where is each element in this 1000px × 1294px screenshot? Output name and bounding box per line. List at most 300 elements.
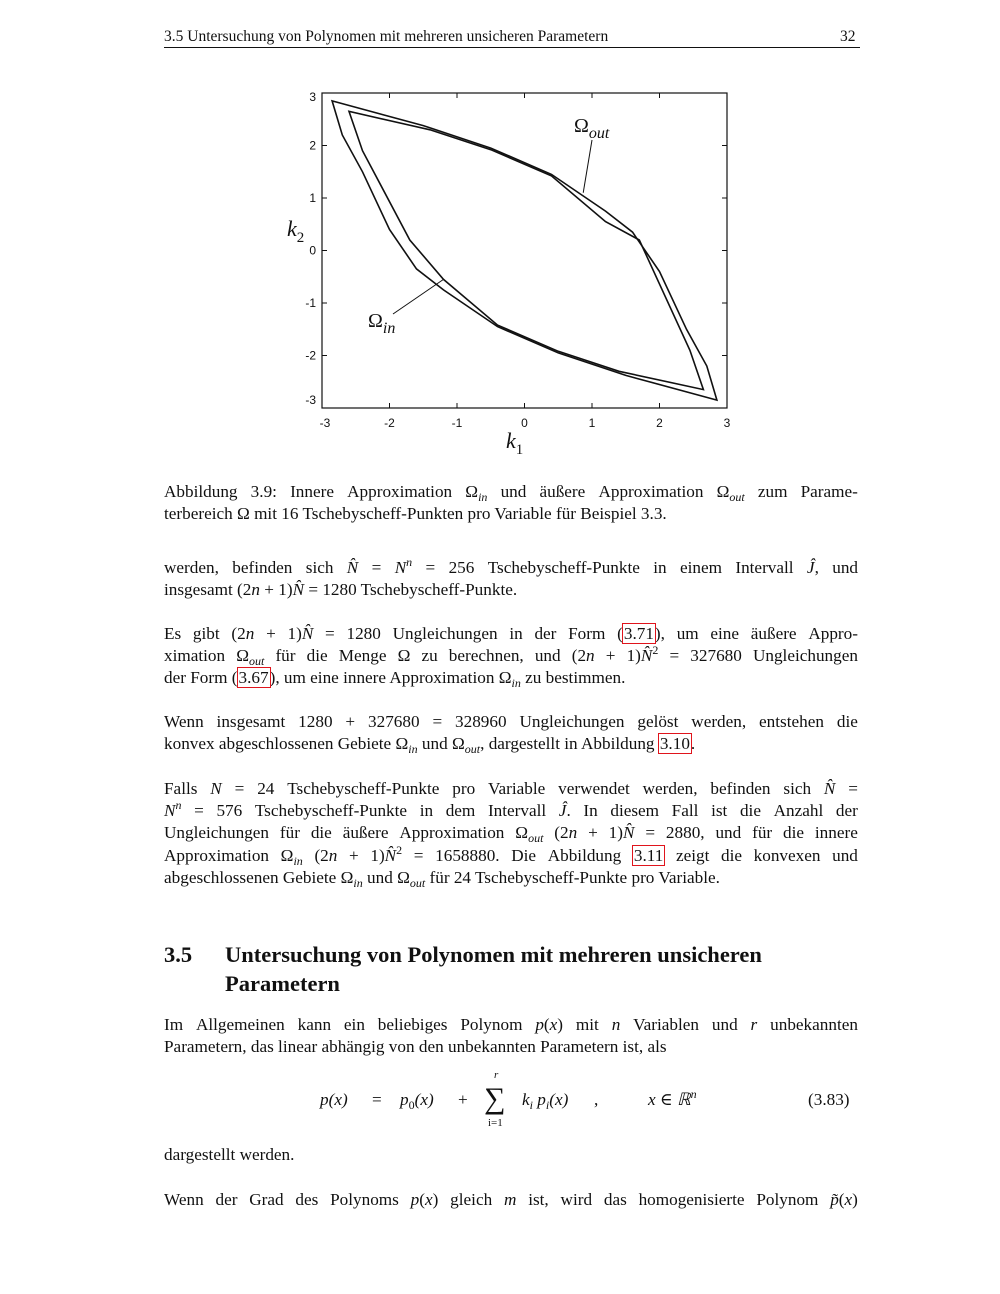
math-symbol: n <box>586 646 595 666</box>
math-symbol: N̂ <box>384 845 397 865</box>
math-symbol: N̂ <box>301 624 314 643</box>
text-run: um <box>676 624 699 643</box>
text-run: die <box>783 823 805 843</box>
word <box>449 557 475 579</box>
word <box>164 1144 294 1166</box>
text-run: Wenn <box>164 712 204 731</box>
word <box>606 645 616 667</box>
text-run: Intervall <box>487 801 547 821</box>
eq-sum-symbol: ∑ <box>484 1082 506 1115</box>
text-run: die <box>836 712 858 731</box>
word <box>249 1189 283 1211</box>
word <box>455 711 507 733</box>
word <box>721 845 742 867</box>
plot-frame <box>322 93 727 408</box>
text-run: ( <box>543 1015 550 1034</box>
text-run: befinden <box>710 779 771 798</box>
word <box>783 822 804 844</box>
text-run: Ω <box>236 646 249 666</box>
word <box>372 557 382 579</box>
word <box>509 623 522 645</box>
eq-p0-arg: (x) <box>414 1090 434 1109</box>
math-symbol: n <box>251 580 260 600</box>
math-superscript: n <box>406 555 413 569</box>
text-run: wird <box>560 1190 593 1209</box>
paragraph-6 <box>164 1144 858 1166</box>
text-run: Variablen <box>633 1015 700 1034</box>
word <box>669 645 679 667</box>
word <box>460 1014 522 1036</box>
text-run: für <box>752 823 773 843</box>
text-run: und <box>534 646 561 666</box>
math-superscript: n <box>175 798 182 813</box>
word <box>164 733 695 755</box>
annotation-omega-out: $\Omega_{out}$ <box>574 115 610 142</box>
word <box>164 645 225 667</box>
word <box>488 778 545 800</box>
word <box>568 623 605 645</box>
word <box>399 822 504 844</box>
text-run: Ungleichungen <box>519 712 625 731</box>
word <box>653 557 666 579</box>
word <box>287 778 439 800</box>
text-run: ) <box>557 1015 564 1034</box>
eq-plus: + <box>458 1090 468 1109</box>
word <box>488 557 640 579</box>
x-tick-label: 1 <box>588 416 596 430</box>
word <box>395 557 412 579</box>
word <box>534 623 556 645</box>
word <box>712 1014 738 1036</box>
eq-sum-upper: r <box>494 1069 499 1081</box>
word <box>672 800 699 822</box>
word <box>604 1189 627 1211</box>
text-run: Parametern, das linear abhängig von den unbekannten Parametern ist, als <box>164 1037 667 1057</box>
word <box>347 481 452 503</box>
math-subscript: in <box>353 875 363 890</box>
text-run: = <box>848 779 858 798</box>
text-run: der <box>215 1190 238 1209</box>
text-run: = <box>432 712 443 731</box>
text-line <box>164 645 858 667</box>
word <box>830 1189 858 1211</box>
y-tick-label: -1 <box>305 296 316 310</box>
x-tick-label: 0 <box>521 416 528 430</box>
word <box>711 800 727 822</box>
x-tick-label: -1 <box>451 416 463 430</box>
eq-condition-sup: n <box>690 1087 697 1101</box>
text-run: werden, <box>642 779 698 798</box>
text-run: ), um eine innere Approximation Ω <box>269 668 512 688</box>
text-run: sich <box>783 779 812 798</box>
word <box>774 800 824 822</box>
text-run: konvex abgeschlossenen Gebiete Ω <box>164 734 409 754</box>
math-symbol: Ĵ <box>558 801 567 821</box>
text-run: . <box>690 734 696 754</box>
text-run: , dargestellt in Abbildung <box>480 734 659 754</box>
word <box>691 711 746 733</box>
text-line <box>164 842 858 868</box>
text-run: Ω <box>280 845 294 865</box>
word <box>680 557 722 579</box>
text-run: 1) <box>608 823 623 843</box>
word <box>554 822 577 844</box>
text-run: = 1280 Tschebyscheff-Punkte. <box>304 580 518 600</box>
word <box>164 1189 204 1211</box>
word <box>717 481 745 503</box>
text-run: Grad <box>249 1190 284 1209</box>
word <box>196 1014 285 1036</box>
word <box>164 579 517 601</box>
word <box>347 557 358 579</box>
word <box>306 557 334 579</box>
text-run: in <box>653 558 667 577</box>
eq-pi: p <box>537 1090 546 1109</box>
section-number: 3.5 <box>164 942 193 967</box>
word <box>807 557 819 579</box>
eq-lhs-p: p <box>320 1090 329 1109</box>
text-run: und <box>832 558 858 577</box>
word <box>583 800 597 822</box>
text-run: Im <box>164 1015 184 1034</box>
text-run: ist, <box>528 1190 549 1209</box>
text-line <box>164 867 858 889</box>
text-run: Wenn <box>164 1190 204 1209</box>
math-subscript: out <box>409 875 426 890</box>
word <box>231 623 254 645</box>
figure-3-9-chart <box>0 0 1000 470</box>
text-run: gibt <box>192 624 220 643</box>
math-symbol: x <box>549 1015 558 1034</box>
text-run: ), <box>654 624 665 643</box>
text-run: (2 <box>554 823 569 843</box>
text-run: = <box>413 845 424 865</box>
text-run: das <box>603 1190 627 1209</box>
text-line <box>164 579 858 601</box>
text-run: 1280 <box>298 712 333 731</box>
text-run: Abbildung <box>164 482 238 501</box>
text-run: und <box>711 1015 738 1034</box>
word <box>548 845 622 867</box>
word <box>450 1189 492 1211</box>
text-run: für <box>279 823 300 843</box>
text-run: = <box>425 558 436 577</box>
word <box>164 667 625 689</box>
equation-reference-link[interactable]: 3.71 <box>623 624 654 643</box>
text-run: innere <box>814 823 858 843</box>
text-run: Approximation <box>598 482 704 501</box>
word <box>528 1189 549 1211</box>
equation-reference-link[interactable]: 3.11 <box>633 845 664 865</box>
text-line <box>164 1036 858 1058</box>
text-line <box>164 1189 858 1211</box>
text-run: Approximation <box>347 482 453 501</box>
word <box>232 557 292 579</box>
word <box>255 800 407 822</box>
word <box>235 778 245 800</box>
math-symbol: n <box>611 1015 621 1034</box>
text-run: + <box>266 624 276 643</box>
word <box>627 645 659 667</box>
text-run: Innere <box>290 482 334 501</box>
word <box>612 1014 621 1036</box>
word <box>216 800 242 822</box>
word <box>314 845 337 867</box>
text-run: zeigt <box>675 845 710 865</box>
math-symbol: N̂ <box>640 646 653 666</box>
word <box>666 822 705 844</box>
text-run: entstehen <box>759 712 824 731</box>
word <box>215 1189 237 1211</box>
text-run: Tschebyscheff-Punkte <box>487 558 640 577</box>
word <box>754 845 821 867</box>
x-tick-label: -2 <box>384 416 395 430</box>
word <box>504 1189 516 1211</box>
text-run: der <box>534 624 557 643</box>
math-symbol: m <box>503 1190 517 1209</box>
text-run: mit <box>575 1015 599 1034</box>
eq-lhs-arg: (x) <box>328 1090 348 1109</box>
word <box>832 557 858 579</box>
text-run: 576 <box>216 801 243 821</box>
text-run: äußere <box>342 823 389 843</box>
word <box>426 557 436 579</box>
x-axis-label: $k_1$ <box>506 428 524 458</box>
word <box>280 822 300 844</box>
word <box>236 645 264 667</box>
word <box>645 822 655 844</box>
text-run: Ungleichungen <box>392 624 498 643</box>
text-line <box>164 1014 858 1036</box>
word <box>194 800 204 822</box>
word <box>609 822 635 844</box>
text-run: 328960 <box>455 712 507 731</box>
text-run: Ω <box>515 823 529 843</box>
eq-p0: p <box>400 1090 409 1109</box>
word <box>449 645 524 667</box>
text-run: befinden <box>232 558 293 577</box>
word <box>572 645 595 667</box>
word <box>432 711 442 733</box>
text-run: , <box>814 558 819 577</box>
word <box>488 800 546 822</box>
word <box>339 645 387 667</box>
math-symbol: N̂ <box>292 580 305 600</box>
word <box>677 623 699 645</box>
text-run: = <box>194 801 204 821</box>
text-line <box>164 733 858 755</box>
word <box>735 557 793 579</box>
math-symbol: n <box>328 845 338 865</box>
text-run: Tschebyscheff-Punkte <box>287 779 440 798</box>
text-run: Approximation <box>399 823 505 843</box>
y-tick-label: 2 <box>309 138 316 153</box>
series-omega-out <box>332 101 717 400</box>
section-title: Untersuchung von Polynomen mit mehreren unsicheren Parametern <box>225 942 762 996</box>
word <box>164 845 269 867</box>
math-symbol: x <box>844 1190 853 1209</box>
word <box>345 711 355 733</box>
word <box>465 481 487 503</box>
word <box>307 645 328 667</box>
word <box>414 845 424 867</box>
text-line <box>164 778 858 800</box>
text-run: die <box>739 801 761 821</box>
text-run: = <box>371 558 382 577</box>
text-run: werden, <box>691 712 747 731</box>
text-run: äußere <box>750 624 797 643</box>
text-run: 1) <box>626 646 641 666</box>
word <box>398 645 411 667</box>
text-run: Parame- <box>800 482 858 501</box>
math-symbol: N <box>210 779 222 798</box>
eq-condition: x ∈ ℝ <box>648 1090 691 1109</box>
word <box>164 503 667 525</box>
word <box>164 1036 667 1058</box>
word <box>164 778 197 800</box>
word <box>193 623 220 645</box>
text-run: in <box>419 801 434 821</box>
series-layer <box>332 101 717 400</box>
text-run: 1) <box>287 624 302 643</box>
text-run: ist <box>711 801 728 821</box>
y-axis-label: $k_2$ <box>287 216 305 246</box>
text-run: homogenisierte <box>638 1190 745 1209</box>
text-run: = <box>645 823 656 843</box>
paragraph-1 <box>164 557 858 601</box>
text-run: die <box>310 823 332 843</box>
word <box>690 645 742 667</box>
text-run: Abbildung <box>547 845 622 865</box>
word <box>346 623 380 645</box>
word <box>837 711 858 733</box>
text-run: 256 <box>448 558 475 577</box>
paragraph-5 <box>164 1014 858 1058</box>
text-run: 327680 <box>368 712 420 731</box>
word <box>288 623 314 645</box>
word <box>164 623 181 645</box>
word <box>446 800 476 822</box>
word <box>751 623 797 645</box>
math-subscript: in <box>478 490 488 504</box>
eq-p0-sub: 0 <box>408 1098 415 1112</box>
y-tick-label: 1 <box>309 191 316 205</box>
math-symbol: p <box>410 1190 420 1209</box>
text-run: verwendet <box>558 779 630 798</box>
text-run: diesem <box>610 801 660 821</box>
word <box>617 623 665 645</box>
text-run: insgesamt <box>216 712 286 731</box>
text-run: äußere <box>539 482 586 501</box>
math-subscript: in <box>293 853 303 868</box>
text-run: der <box>835 801 858 821</box>
text-run: Ω <box>397 646 411 666</box>
word <box>576 1014 599 1036</box>
word <box>298 1014 331 1036</box>
word <box>588 822 598 844</box>
text-run: Variable <box>488 779 546 798</box>
text-run: 24 <box>257 779 275 798</box>
page-number: 32 <box>840 28 856 45</box>
annotation-leader-line <box>583 140 592 193</box>
text-run: = <box>234 779 245 798</box>
eq-pi-arg: (x) <box>549 1090 569 1109</box>
word <box>311 822 332 844</box>
text-run: Ungleichungen <box>164 823 270 843</box>
eq-pi-sub: i <box>545 1098 550 1112</box>
word <box>559 800 571 822</box>
math-symbol: Ĵ <box>806 558 815 577</box>
text-run: gelöst <box>637 712 679 731</box>
text-run: In <box>583 801 598 821</box>
word <box>753 645 858 667</box>
word <box>783 778 811 800</box>
text-run: 327680 <box>690 646 742 666</box>
text-run: . <box>566 801 571 821</box>
word <box>740 800 761 822</box>
eq-k: k <box>522 1090 530 1109</box>
word <box>639 1189 745 1211</box>
word <box>633 1014 699 1036</box>
text-run: in <box>509 624 523 643</box>
word <box>343 822 389 844</box>
word <box>164 800 181 822</box>
word <box>295 1189 318 1211</box>
math-subscript: in <box>408 742 418 757</box>
word <box>164 1014 183 1036</box>
math-superscript: 2 <box>652 643 659 658</box>
text-run: für <box>275 646 296 666</box>
math-symbol: N̂ <box>622 823 635 843</box>
word <box>330 1189 399 1211</box>
word <box>164 711 204 733</box>
axes <box>287 90 731 458</box>
equation-reference-link[interactable]: 3.10 <box>659 734 690 754</box>
text-run: Falls <box>164 779 198 798</box>
y-tick-label: 3 <box>309 90 316 104</box>
text-run: zu bestimmen. <box>520 668 626 688</box>
word <box>848 778 858 800</box>
text-line <box>164 1144 858 1166</box>
word <box>344 1014 365 1036</box>
text-run: 1) <box>370 845 385 865</box>
word <box>598 481 703 503</box>
text-run: die <box>721 845 742 865</box>
text-run: + <box>588 823 598 843</box>
text-line <box>164 503 858 525</box>
word <box>535 645 561 667</box>
equation-reference-link[interactable]: 3.67 <box>238 668 269 688</box>
eq-k-sub: i <box>529 1098 533 1112</box>
annotation-leader-line <box>393 279 444 314</box>
word <box>421 645 437 667</box>
text-run: konvexen <box>753 845 821 865</box>
word <box>251 481 277 503</box>
text-run: Ω <box>716 482 730 501</box>
x-tick-label: -3 <box>319 416 331 430</box>
word <box>515 822 543 844</box>
annotation-omega-in: $\Omega_{in}$ <box>368 310 396 337</box>
text-run: Fall <box>671 801 699 821</box>
word <box>676 845 709 867</box>
word <box>393 623 498 645</box>
y-tick-label: 0 <box>309 243 316 258</box>
x-tick-label: 3 <box>723 416 731 430</box>
text-run: Polynom <box>756 1190 819 1209</box>
math-symbol: x <box>425 1190 433 1209</box>
text-run: abgeschlossenen Gebiete Ω <box>164 867 354 887</box>
text-run: des <box>295 1190 319 1209</box>
